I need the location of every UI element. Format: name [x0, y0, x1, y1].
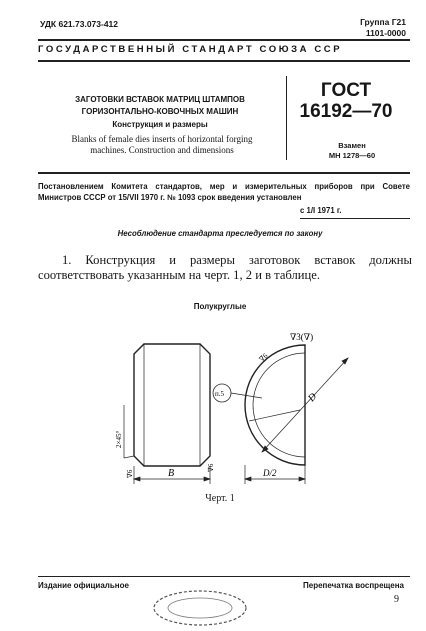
label-roughness-arc: ∇6: [257, 351, 270, 364]
stamp-seal: [150, 588, 250, 628]
side-view-outline: [245, 345, 305, 465]
subtitle-russian: Конструкция и размеры: [112, 120, 208, 129]
front-view: [134, 344, 210, 466]
footer-official-edition: Издание официальное: [38, 581, 129, 590]
enforcement-note: Несоблюдение стандарта преследуется по закону: [117, 229, 323, 238]
decree-text: Постановлением Комитета стандартов, мер и измерительных приборов при Совете Министров СССР от 15/VII 1970 г. № 1093 срок введения установлен: [38, 182, 410, 202]
figure-title: Полукруглые: [193, 302, 247, 311]
label-dim-b: B: [168, 468, 175, 479]
label-roughness-top: ∇3(∇): [290, 332, 314, 342]
decree-date: с 1/I 1971 г.: [300, 206, 342, 215]
side-view: [245, 345, 305, 465]
stamp-inner-ring: [168, 598, 232, 618]
footer-rule: [38, 576, 410, 577]
title-en-line-1: Blanks of female dies inserts of horizontal forging: [71, 134, 253, 144]
paragraph-1: 1. Конструкция и размеры заготовок вставок должны соответствовать указанным на черт. 1, 2 и в таблице.: [38, 253, 412, 282]
label-chamfer: 2×45°: [115, 430, 123, 448]
replaces-label: Взамен: [338, 141, 366, 150]
footer-reprint-prohibited: Перепечатка воспрещена: [303, 581, 404, 590]
label-roughness-left: ∇6: [126, 469, 134, 478]
chamfer-leader-tip: [124, 456, 134, 458]
gost-label: ГОСТ: [320, 80, 372, 101]
title-ru-line-2: ГОРИЗОНТАЛЬНО-КОВОЧНЫХ МАШИН: [81, 107, 239, 116]
page-number: 9: [394, 594, 399, 605]
udc-code: УДК 621.73.073-412: [40, 19, 119, 29]
replaces-value: МН 1278—60: [328, 151, 376, 160]
label-callout: п.5: [215, 390, 224, 398]
front-view-outline: [134, 344, 210, 466]
figure-caption: Черт. 1: [205, 493, 235, 504]
chamfer-dimension: [124, 405, 134, 458]
label-dim-half-d: D/2: [263, 468, 277, 478]
gost-number: 16192—70: [299, 101, 393, 122]
label-dim-d: D: [306, 391, 320, 405]
title-ru-line-1: ЗАГОТОВКИ ВСТАВОК МАТРИЦ ШТАМПОВ: [75, 95, 245, 104]
label-roughness-mid: ∇6: [207, 463, 215, 472]
group-line-1: Группа Г21: [360, 17, 406, 27]
standard-banner: ГОСУДАРСТВЕННЫЙ СТАНДАРТ СОЮЗА ССР: [38, 44, 343, 55]
title-en-line-2: machines. Construction and dimensions: [90, 145, 234, 155]
side-view-inner-arc: [253, 353, 305, 457]
group-line-2: 1101-0000: [365, 28, 406, 38]
side-view-hatch: [249, 410, 300, 421]
